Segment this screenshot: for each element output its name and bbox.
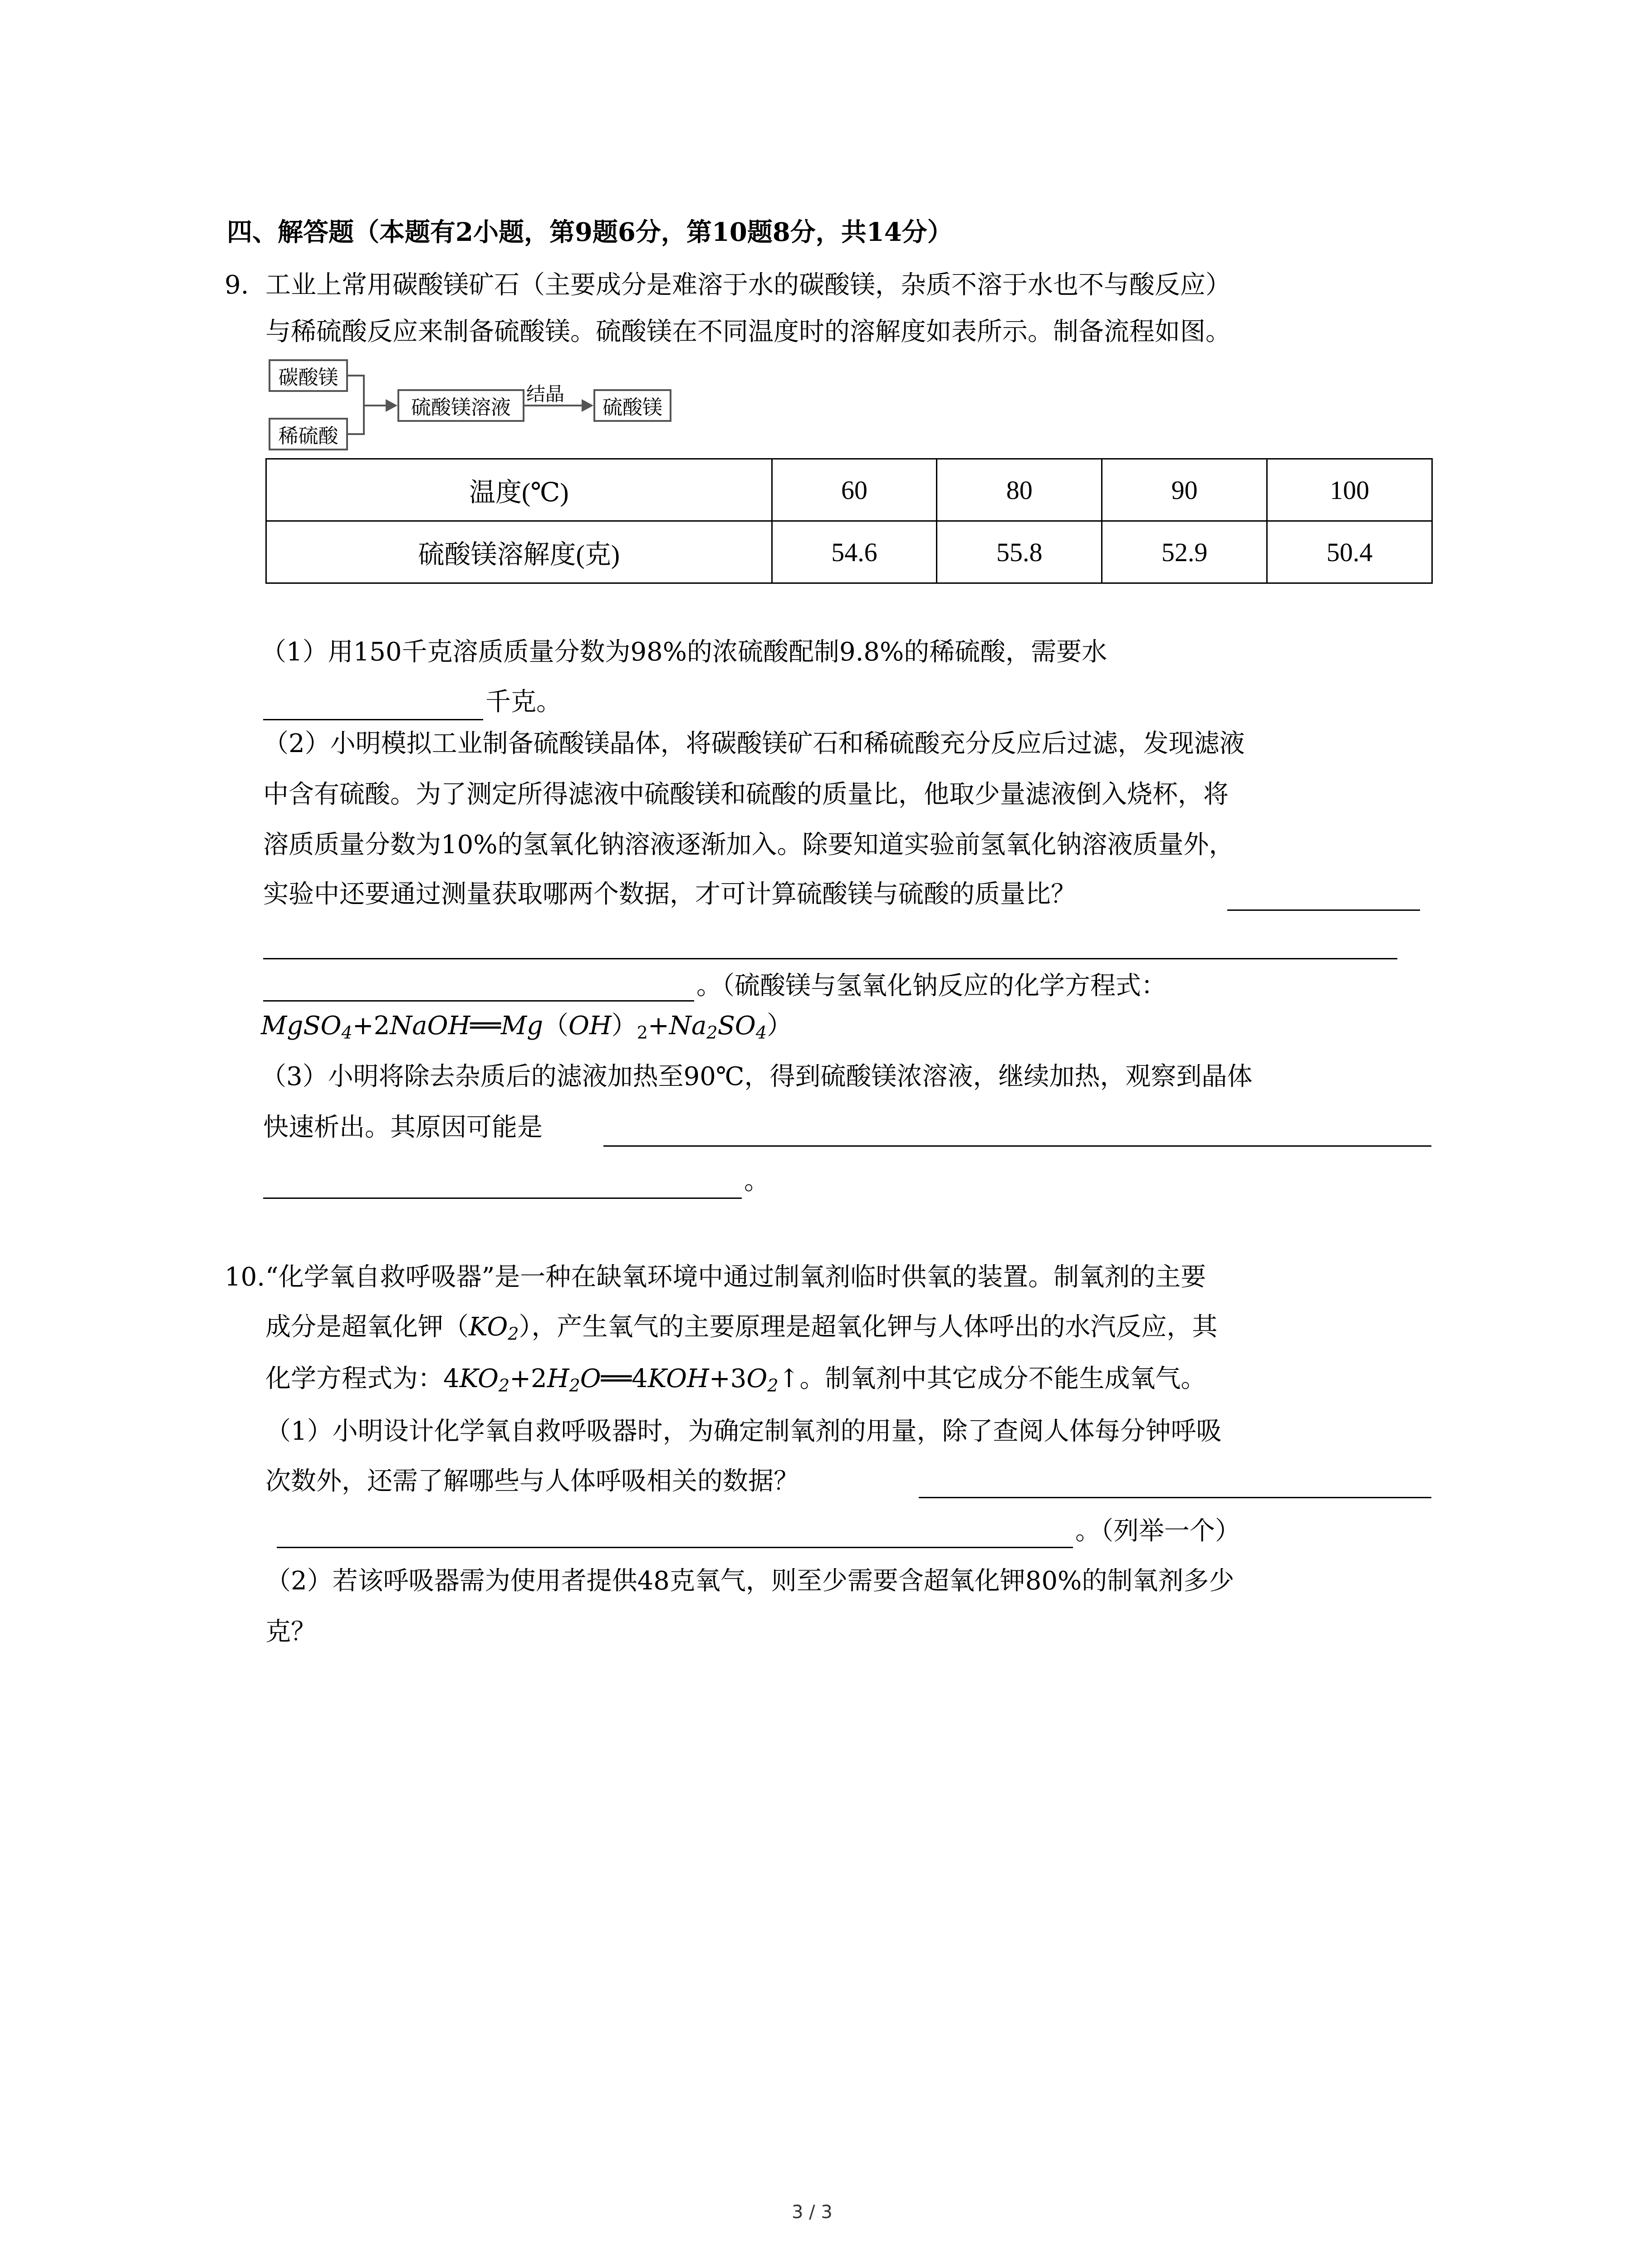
q10-stem-line3: 化学方程式为：$4KO_2+2H_2O══4KOH+3O_2↑$。制氧剂中其它成分不能生成氧气。: [265, 1364, 1206, 1396]
up-arrow-icon: ↑: [778, 1364, 800, 1393]
q9-p3-suffix: 。: [744, 1166, 769, 1196]
table-cell: 55.8: [937, 521, 1102, 583]
flow-connector: [348, 375, 364, 376]
q9-p3-line2: 快速析出。其原因可能是: [263, 1113, 543, 1142]
q9-stem-line1: 工业上常用碳酸镁矿石（主要成分是难溶于水的碳酸镁，杂质不溶于水也不与酸反应）: [265, 270, 1231, 300]
answer-blank[interactable]: [263, 958, 1397, 959]
answer-blank[interactable]: [263, 1198, 742, 1199]
answer-blank[interactable]: [263, 1000, 694, 1002]
q9-equation: $MgSO_4+2NaOH══Mg(OH)_2+Na_2SO_4$）: [261, 1011, 793, 1043]
table-cell: 80: [937, 459, 1102, 521]
flow-connector: [348, 433, 364, 435]
q10-p1-line2: 次数外，还需了解哪些与人体呼吸相关的数据？: [265, 1466, 799, 1496]
q9-p2-line6-suffix: 。（硫酸镁与氢氧化钠反应的化学方程式：: [696, 971, 1166, 1001]
answer-blank[interactable]: [263, 719, 483, 720]
q9-p2-line3: 溶质质量分数为10%的氢氧化钠溶液逐渐加入。除要知道实验前氢氧化钠溶液质量外，: [263, 830, 1234, 860]
table-cell: 60: [772, 459, 937, 521]
table-row: [266, 459, 1432, 521]
table-cell: 54.6: [772, 521, 937, 583]
flow-box-magnesium-carbonate: 碳酸镁: [269, 359, 348, 392]
q9-p2-line1: （2）小明模拟工业制备硫酸镁晶体，将碳酸镁矿石和稀硫酸充分反应后过滤，发现滤液: [263, 729, 1245, 758]
q9-solubility-table: [265, 458, 1433, 584]
flow-arrow-icon: [386, 399, 397, 412]
answer-blank[interactable]: [919, 1497, 1431, 1498]
q9-stem-line2: 与稀硫酸反应来制备硫酸镁。硫酸镁在不同温度时的溶解度如表所示。制备流程如图。: [265, 317, 1231, 347]
q10-p1-line1: （1）小明设计化学氧自救呼吸器时，为确定制氧剂的用量，除了查阅人体每分钟呼吸: [265, 1417, 1222, 1446]
page-number: 3 / 3: [792, 2202, 833, 2223]
q10-stem-line1: “化学氧自救呼吸器”是一种在缺氧环境中通过制氧剂临时供氧的装置。制氧剂的主要: [265, 1262, 1206, 1292]
q9-p3-line1: （3）小明将除去杂质后的滤液加热至90℃，得到硫酸镁浓溶液，继续加热，观察到晶体: [261, 1062, 1253, 1091]
table-header-cell: 温度(℃): [266, 459, 772, 521]
q9-p1-line1: （1）用150千克溶质质量分数为98%的浓硫酸配制9.8%的稀硫酸，需要水: [261, 637, 1107, 667]
flow-connector: [363, 405, 387, 406]
q9-p2-line2: 中含有硫酸。为了测定所得滤液中硫酸镁和硫酸的质量比，他取少量滤液倒入烧杯，将: [263, 780, 1229, 809]
flow-arrow-icon: [582, 399, 593, 412]
section-title: 四、解答题（本题有2小题，第9题6分，第10题8分，共14分）: [227, 217, 953, 247]
q10-stem-line2: 成分是超氧化钾$(KO_2)$，产生氧气的主要原理是超氧化钾与人体呼出的水汽反应，其: [265, 1312, 1218, 1344]
answer-blank[interactable]: [1227, 909, 1420, 911]
q9-p2-line4: 实验中还要通过测量获取哪两个数据，才可计算硫酸镁与硫酸的质量比？: [263, 880, 1076, 909]
flow-step-crystallize: 结晶: [526, 383, 565, 405]
table-cell: 100: [1267, 459, 1432, 521]
table-cell: 50.4: [1267, 521, 1432, 583]
table-row: [266, 521, 1432, 583]
answer-blank[interactable]: [277, 1547, 1073, 1548]
flow-box-magnesium-sulfate-solution: 硫酸镁溶液: [397, 389, 524, 422]
q10-p1-suffix: 。（列举一个）: [1075, 1516, 1240, 1546]
flow-box-dilute-sulfuric-acid: 稀硫酸: [269, 418, 348, 450]
q9-number: 9.: [225, 270, 249, 300]
table-cell: 52.9: [1102, 521, 1267, 583]
table-header-cell: 硫酸镁溶解度(克): [266, 521, 772, 583]
q10-p2-line1: （2）若该呼吸器需为使用者提供48克氧气，则至少需要含超氧化钾80%的制氧剂多少: [265, 1566, 1234, 1596]
q10-p2-line2: 克？: [265, 1617, 316, 1647]
q10-number: 10.: [225, 1262, 265, 1292]
flow-box-magnesium-sulfate: 硫酸镁: [593, 389, 671, 422]
answer-blank[interactable]: [603, 1145, 1431, 1147]
table-cell: 90: [1102, 459, 1267, 521]
q9-p1-suffix: 千克。: [485, 687, 562, 717]
